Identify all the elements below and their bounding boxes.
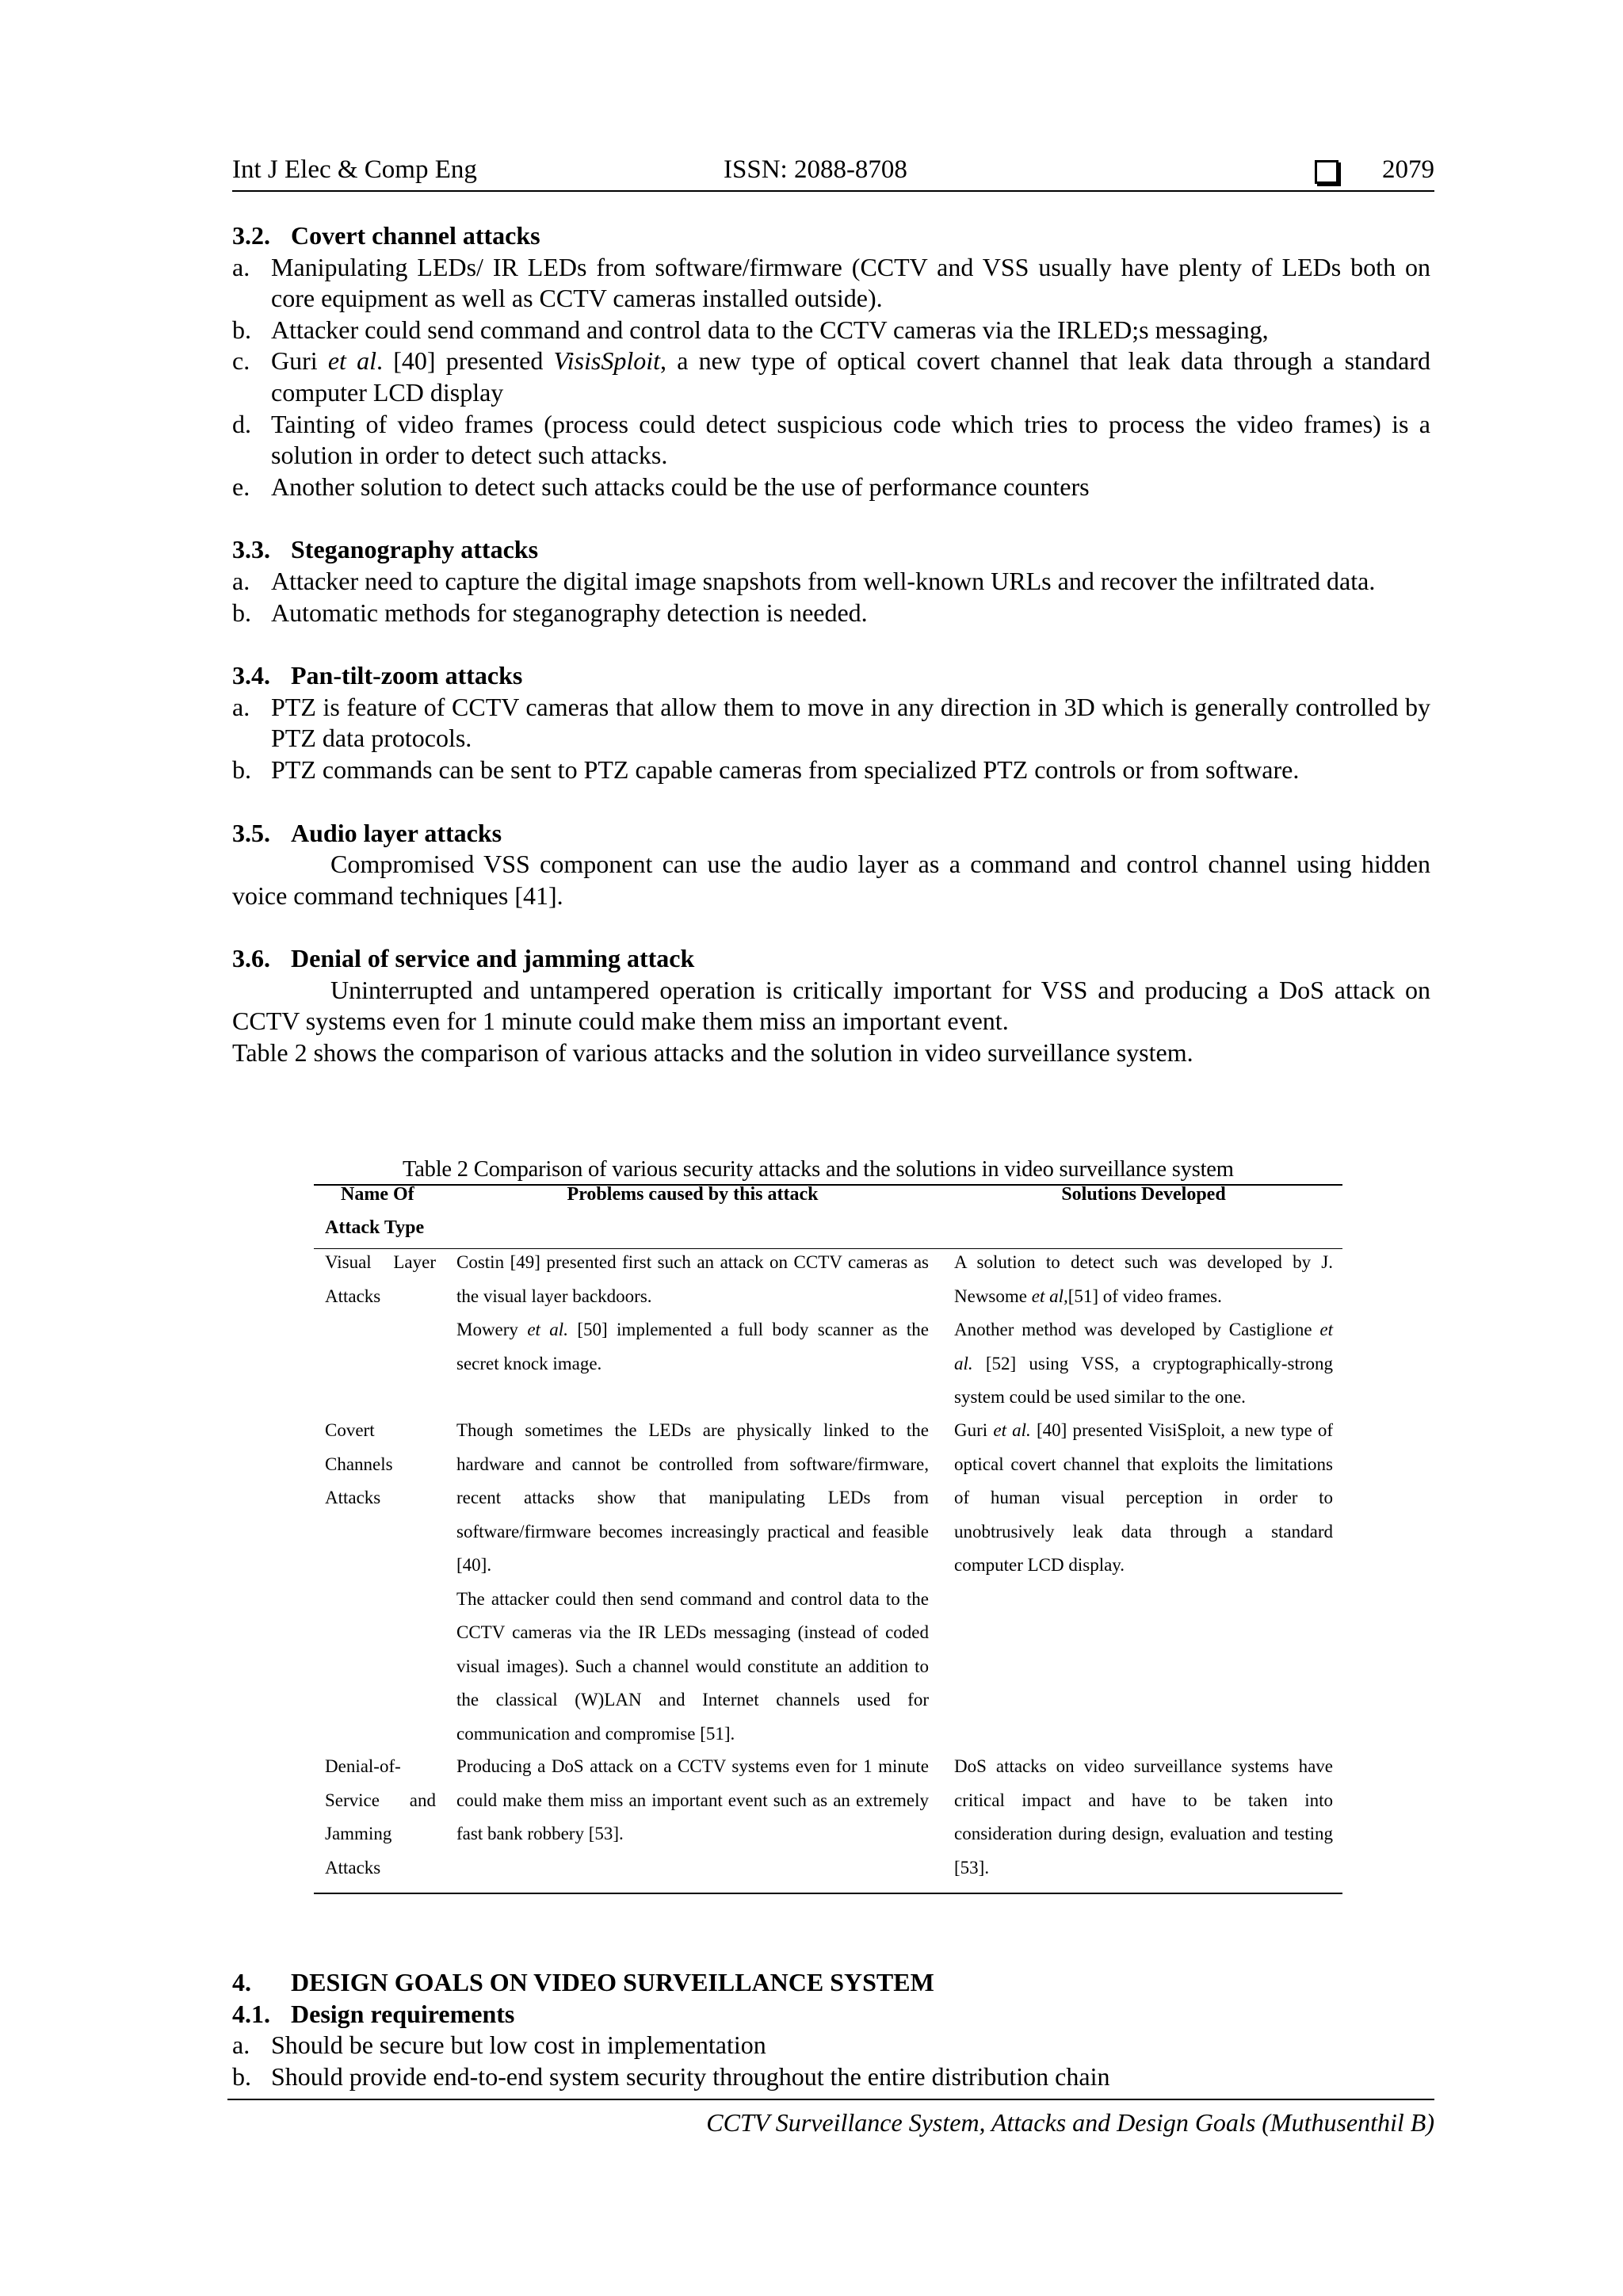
table-rule	[314, 1893, 1342, 1894]
issn: ISSN: 2088-8708	[724, 155, 907, 184]
table-caption: Table 2 Comparison of various security attacks and the solutions in video surveillance system	[403, 1157, 1234, 1182]
list-item: c. Guri et al. [40] presented VisisSploit, a new type of optical covert channel that leak data through a standard computer LCD display	[232, 346, 1430, 407]
table-cell: Producing a DoS attack on a CCTV systems even for 1 minute could make them miss an important event such as an extremely fast bank robbery [53].	[456, 1756, 929, 1843]
table-cell: Costin [49] presented first such an attack on CCTV cameras as the visual layer backdoors. Mowery et al. [50] implemented a full body scanner as the secret knock image.	[456, 1252, 930, 1373]
list-item: b. Automatic methods for steganography detection is needed.	[232, 598, 868, 627]
list-item: b. PTZ commands can be sent to PTZ capable cameras from specialized PTZ controls or from software.	[232, 755, 1300, 784]
list-steganography	[232, 566, 1430, 628]
paragraph-table-ref: Table 2 shows the comparison of various attacks and the solution in video surveillance system.	[232, 1038, 1193, 1068]
section-heading-4: 4. DESIGN GOALS ON VIDEO SURVEILLANCE SYSTEM	[232, 1968, 934, 1996]
running-header	[232, 152, 1434, 192]
list-item: a. PTZ is feature of CCTV cameras that allow them to move in any direction in 3D which is generally controlled by PTZ data protocols.	[232, 692, 1430, 753]
section-heading-3-2: 3.2. Covert channel attacks	[232, 221, 540, 250]
table-cell: Denial-of-Service and Jamming Attacks	[325, 1756, 436, 1878]
section-heading-3-3: 3.3. Steganography attacks	[232, 535, 539, 564]
list-item: b. Should provide end-to-end system security throughout the entire distribution chain	[232, 2061, 1110, 2091]
list-item: b. Attacker could send command and control data to the CCTV cameras via the IRLED;s messaging,	[232, 315, 1269, 344]
page-number: 2079	[1382, 155, 1434, 184]
list-ptz	[232, 692, 1430, 786]
table-2	[314, 1156, 1344, 1901]
list-item: e. Another solution to detect such attacks could be the use of performance counters	[232, 472, 1090, 501]
main-text	[232, 220, 1430, 1069]
paragraph-dos: Uninterrupted and untampered operation is critically important for VSS and producing a DoS attack on CCTV systems even for 1 minute could make them miss an important event.	[232, 975, 1430, 1036]
column-header-solutions: Solutions Developed	[1061, 1184, 1226, 1205]
list-design-requirements	[232, 2030, 1430, 2092]
table-cell: A solution to detect such was developed by J. Newsome et al,[51] of video frames. Another method was developed by Castiglione et al. [52] using VSS, a cryptographically-strong system could be used similar to the one.	[954, 1252, 1333, 1407]
list-item: a. Attacker need to capture the digital image snapshots from well-known URLs and recover the infiltrated data.	[232, 566, 1376, 595]
table-cell: Guri et al. [40] presented VisiSploit, a new type of optical covert channel that exploits the limitations of human visual perception in order to unobtrusively leak data through a standard computer LCD display.	[954, 1420, 1334, 1575]
table-cell: DoS attacks on video surveillance systems have critical impact and have to be taken into consideration during design, evaluation and testing [53].	[954, 1756, 1333, 1878]
paragraph-audio: Compromised VSS component can use the audio layer as a command and control channel using hidden voice command techniques [41].	[232, 850, 1430, 910]
list-item: a. Manipulating LEDs/ IR LEDs from software/firmware (CCTV and VSS usually have plenty of LEDs both on core equipment as well as CCTV cameras installed outside).	[232, 252, 1430, 313]
section-heading-3-6: 3.6. Denial of service and jamming attack	[232, 944, 695, 973]
table-cell: Though sometimes the LEDs are physically linked to the hardware and cannot be controlled from software/firmware, recent attacks show that manipulating LEDs from software/firmware becomes increasingly practical and feasible [40]. The attacker could then send command and control data to the CCTV cameras via the IR LEDs messaging (instead of coded visual images). Such a channel would constitute an addition to the classical (W)LAN and Internet channels used for communication and compromise [51].	[456, 1420, 929, 1744]
list-item: d. Tainting of video frames (process could detect suspicious code which tries to process the video frames) is a solution in order to detect such attacks.	[232, 409, 1430, 470]
section-heading-3-4: 3.4. Pan-tilt-zoom attacks	[232, 661, 523, 690]
column-header-problems: Problems caused by this attack	[567, 1184, 819, 1205]
section-heading-4-1: 4.1. Design requirements	[232, 1999, 515, 2028]
section-4	[232, 1967, 1430, 2092]
table-cell: Visual Layer Attacks	[325, 1252, 436, 1306]
footer-title: CCTV Surveillance System, Attacks and Design Goals (Muthusenthil B)	[706, 2108, 1434, 2137]
square-icon	[1315, 160, 1338, 184]
table-cell: Covert Channels Attacks	[325, 1420, 393, 1507]
list-covert-channel	[232, 252, 1430, 503]
section-heading-3-5: 3.5. Audio layer attacks	[232, 818, 502, 847]
journal-name: Int J Elec & Comp Eng	[232, 155, 477, 184]
column-header-name: Name Of Attack Type	[325, 1184, 425, 1238]
list-item: a. Should be secure but low cost in implementation	[232, 2030, 766, 2060]
running-footer	[227, 2099, 1434, 2137]
